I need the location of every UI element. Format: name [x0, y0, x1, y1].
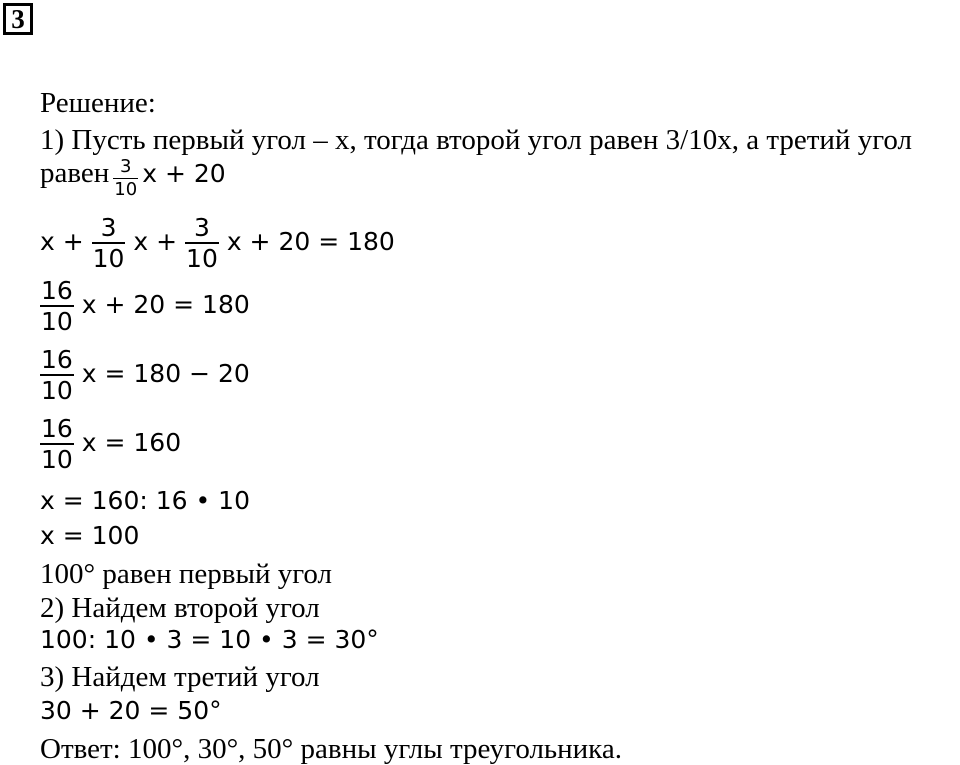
result-first-angle: 100° равен первый угол — [40, 558, 332, 590]
equation-2 — [40, 278, 250, 334]
fraction-numerator: 16 — [41, 276, 73, 305]
eq4-rest: x = 160 — [81, 428, 182, 457]
step1-continuation — [40, 158, 226, 199]
fraction-denominator: 10 — [114, 179, 138, 200]
eq2-rest: x + 20 = 180 — [81, 290, 250, 319]
fraction-numerator: 3 — [120, 156, 132, 177]
eq1-fraction-1 — [92, 215, 126, 271]
step3-equation: 30 + 20 = 50° — [40, 696, 222, 725]
fraction-denominator: 10 — [41, 445, 73, 474]
equation-4 — [40, 416, 181, 472]
equation-3 — [40, 347, 250, 403]
eq1-part3: x + 20 = 180 — [226, 227, 395, 256]
step1-fraction — [113, 158, 138, 199]
equation-5: x = 160: 16 • 10 — [40, 486, 250, 515]
eq3-rest: x = 180 − 20 — [81, 359, 250, 388]
equation-6: x = 100 — [40, 521, 140, 550]
fraction-denominator: 10 — [92, 244, 125, 273]
eq1-fraction-2 — [185, 215, 219, 271]
fraction-denominator: 10 — [41, 376, 73, 405]
fraction-numerator: 3 — [100, 213, 117, 242]
eq3-fraction — [40, 347, 74, 403]
fraction-denominator: 10 — [186, 244, 218, 273]
answer-line: Ответ: 100°, 30°, 50° равны углы треугольника. — [40, 733, 622, 765]
step2-title: 2) Найдем второй угол — [40, 592, 320, 624]
eq1-part1: x + — [40, 227, 92, 256]
fraction-numerator: 3 — [194, 213, 210, 242]
fraction-denominator: 10 — [41, 307, 73, 336]
step2-equation: 100: 10 • 3 = 10 • 3 = 30° — [40, 625, 379, 654]
step1-text: 1) Пусть первый угол – x, тогда второй угол равен 3/10x, а третий угол — [40, 124, 912, 156]
step3-title: 3) Найдем третий угол — [40, 661, 320, 693]
step1-prefix: равен — [40, 157, 110, 190]
equation-1 — [40, 215, 395, 271]
eq1-part2: x + — [133, 227, 186, 256]
fraction-numerator: 16 — [41, 414, 73, 443]
step1-suffix: x + 20 — [142, 159, 226, 189]
eq2-fraction — [40, 278, 74, 334]
problem-number-box: 3 — [3, 3, 33, 35]
eq4-fraction — [40, 416, 74, 472]
fraction-numerator: 16 — [41, 345, 73, 374]
solution-header: Решение: — [40, 87, 156, 119]
